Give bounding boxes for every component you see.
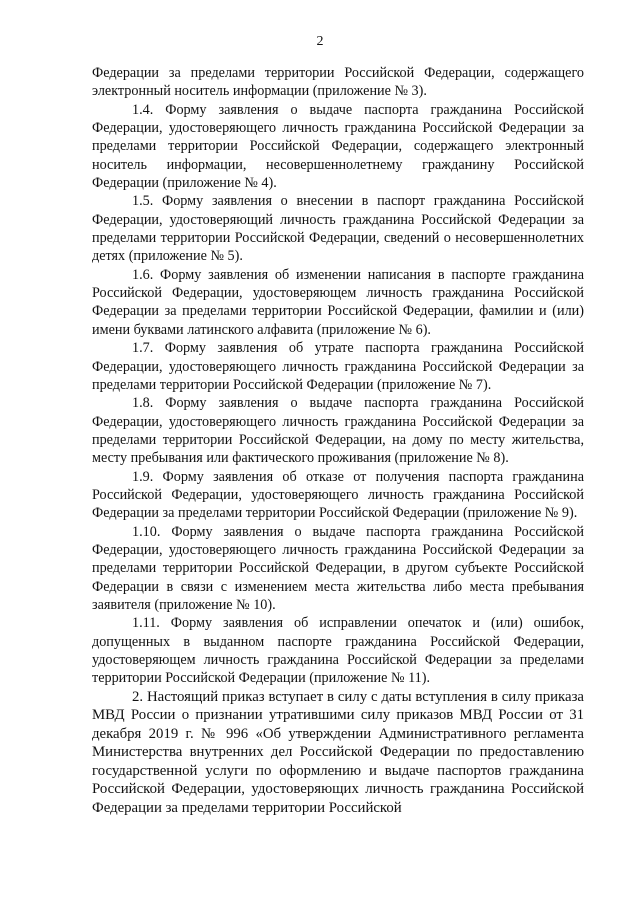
- paragraph-1-9: 1.9. Форму заявления об отказе от получения паспорта гражданина Российской Федерации, удостоверяющего личность гражданина Российской Федерации за пределами территории Российской Федерации (приложение № 9).: [92, 468, 584, 522]
- paragraph-1-4: 1.4. Форму заявления о выдаче паспорта гражданина Российской Федерации, удостоверяющего личность гражданина Российской Федерации за пределами территории Российской Федерации, содержащего электронный носитель информации, несовершеннолетнему гражданину Российской Федерации (приложение № 4).: [92, 101, 584, 192]
- paragraph-1-10: 1.10. Форму заявления о выдаче паспорта гражданина Российской Федерации, удостоверяющего личность гражданина Российской Федерации за пределами территории Российской Федерации, в другом субъекте Российской Федерации в связи с изменением места жительства либо места пребывания заявителя (приложение № 10).: [92, 523, 584, 613]
- paragraph-1-7: 1.7. Форму заявления об утрате паспорта гражданина Российской Федерации, удостоверяющего личность гражданина Российской Федерации за пределами территории Российской Федерации (приложение № 7).: [92, 340, 584, 393]
- document-body: [92, 64, 584, 817]
- page-number: 2: [316, 34, 324, 49]
- paragraph-2: 2. Настоящий приказ вступает в силу с даты вступления в силу приказа МВД России о признании утратившими силу приказов МВД России от 31 декабря 2019 г. № 996 «Об утверждении Административного регламента Министерства внутренних дел Российской Федерации по предоставлению государственной услуги по оформлению и выдаче паспортов гражданина Российской Федерации, удостоверяющих личность гражданина Российской Федерации за пределами территории Российской: [92, 688, 584, 816]
- paragraph-continuation: Федерации за пределами территории Российской Федерации, содержащего электронный носитель информации (приложение № 3).: [92, 65, 584, 100]
- paragraph-1-8: 1.8. Форму заявления о выдаче паспорта гражданина Российской Федерации, удостоверяющего личность гражданина Российской Федерации за пределами территории Российской Федерации, на дому по месту жительства, месту пребывания или фактического проживания (приложение № 8).: [92, 395, 584, 467]
- paragraph-1-11: 1.11. Форму заявления об исправлении опечаток и (или) ошибок, допущенных в выданном паспорте гражданина Российской Федерации, удостоверяющем личность гражданина Российской Федерации за пределами территории Российской Федерации (приложение № 11).: [92, 615, 584, 687]
- paragraph-1-6: 1.6. Форму заявления об изменении написания в паспорте гражданина Российской Федерации, удостоверяющем личность гражданина Российской Федерации за пределами территории Российской Федерации, фамилии и (или) имени буквами латинского алфавита (приложение № 6).: [92, 266, 584, 338]
- paragraph-1-5: 1.5. Форму заявления о внесении в паспорт гражданина Российской Федерации, удостоверяющий личность гражданина Российской Федерации за пределами территории Российской Федерации, сведений о несовершеннолетних детях (приложение № 5).: [92, 193, 584, 265]
